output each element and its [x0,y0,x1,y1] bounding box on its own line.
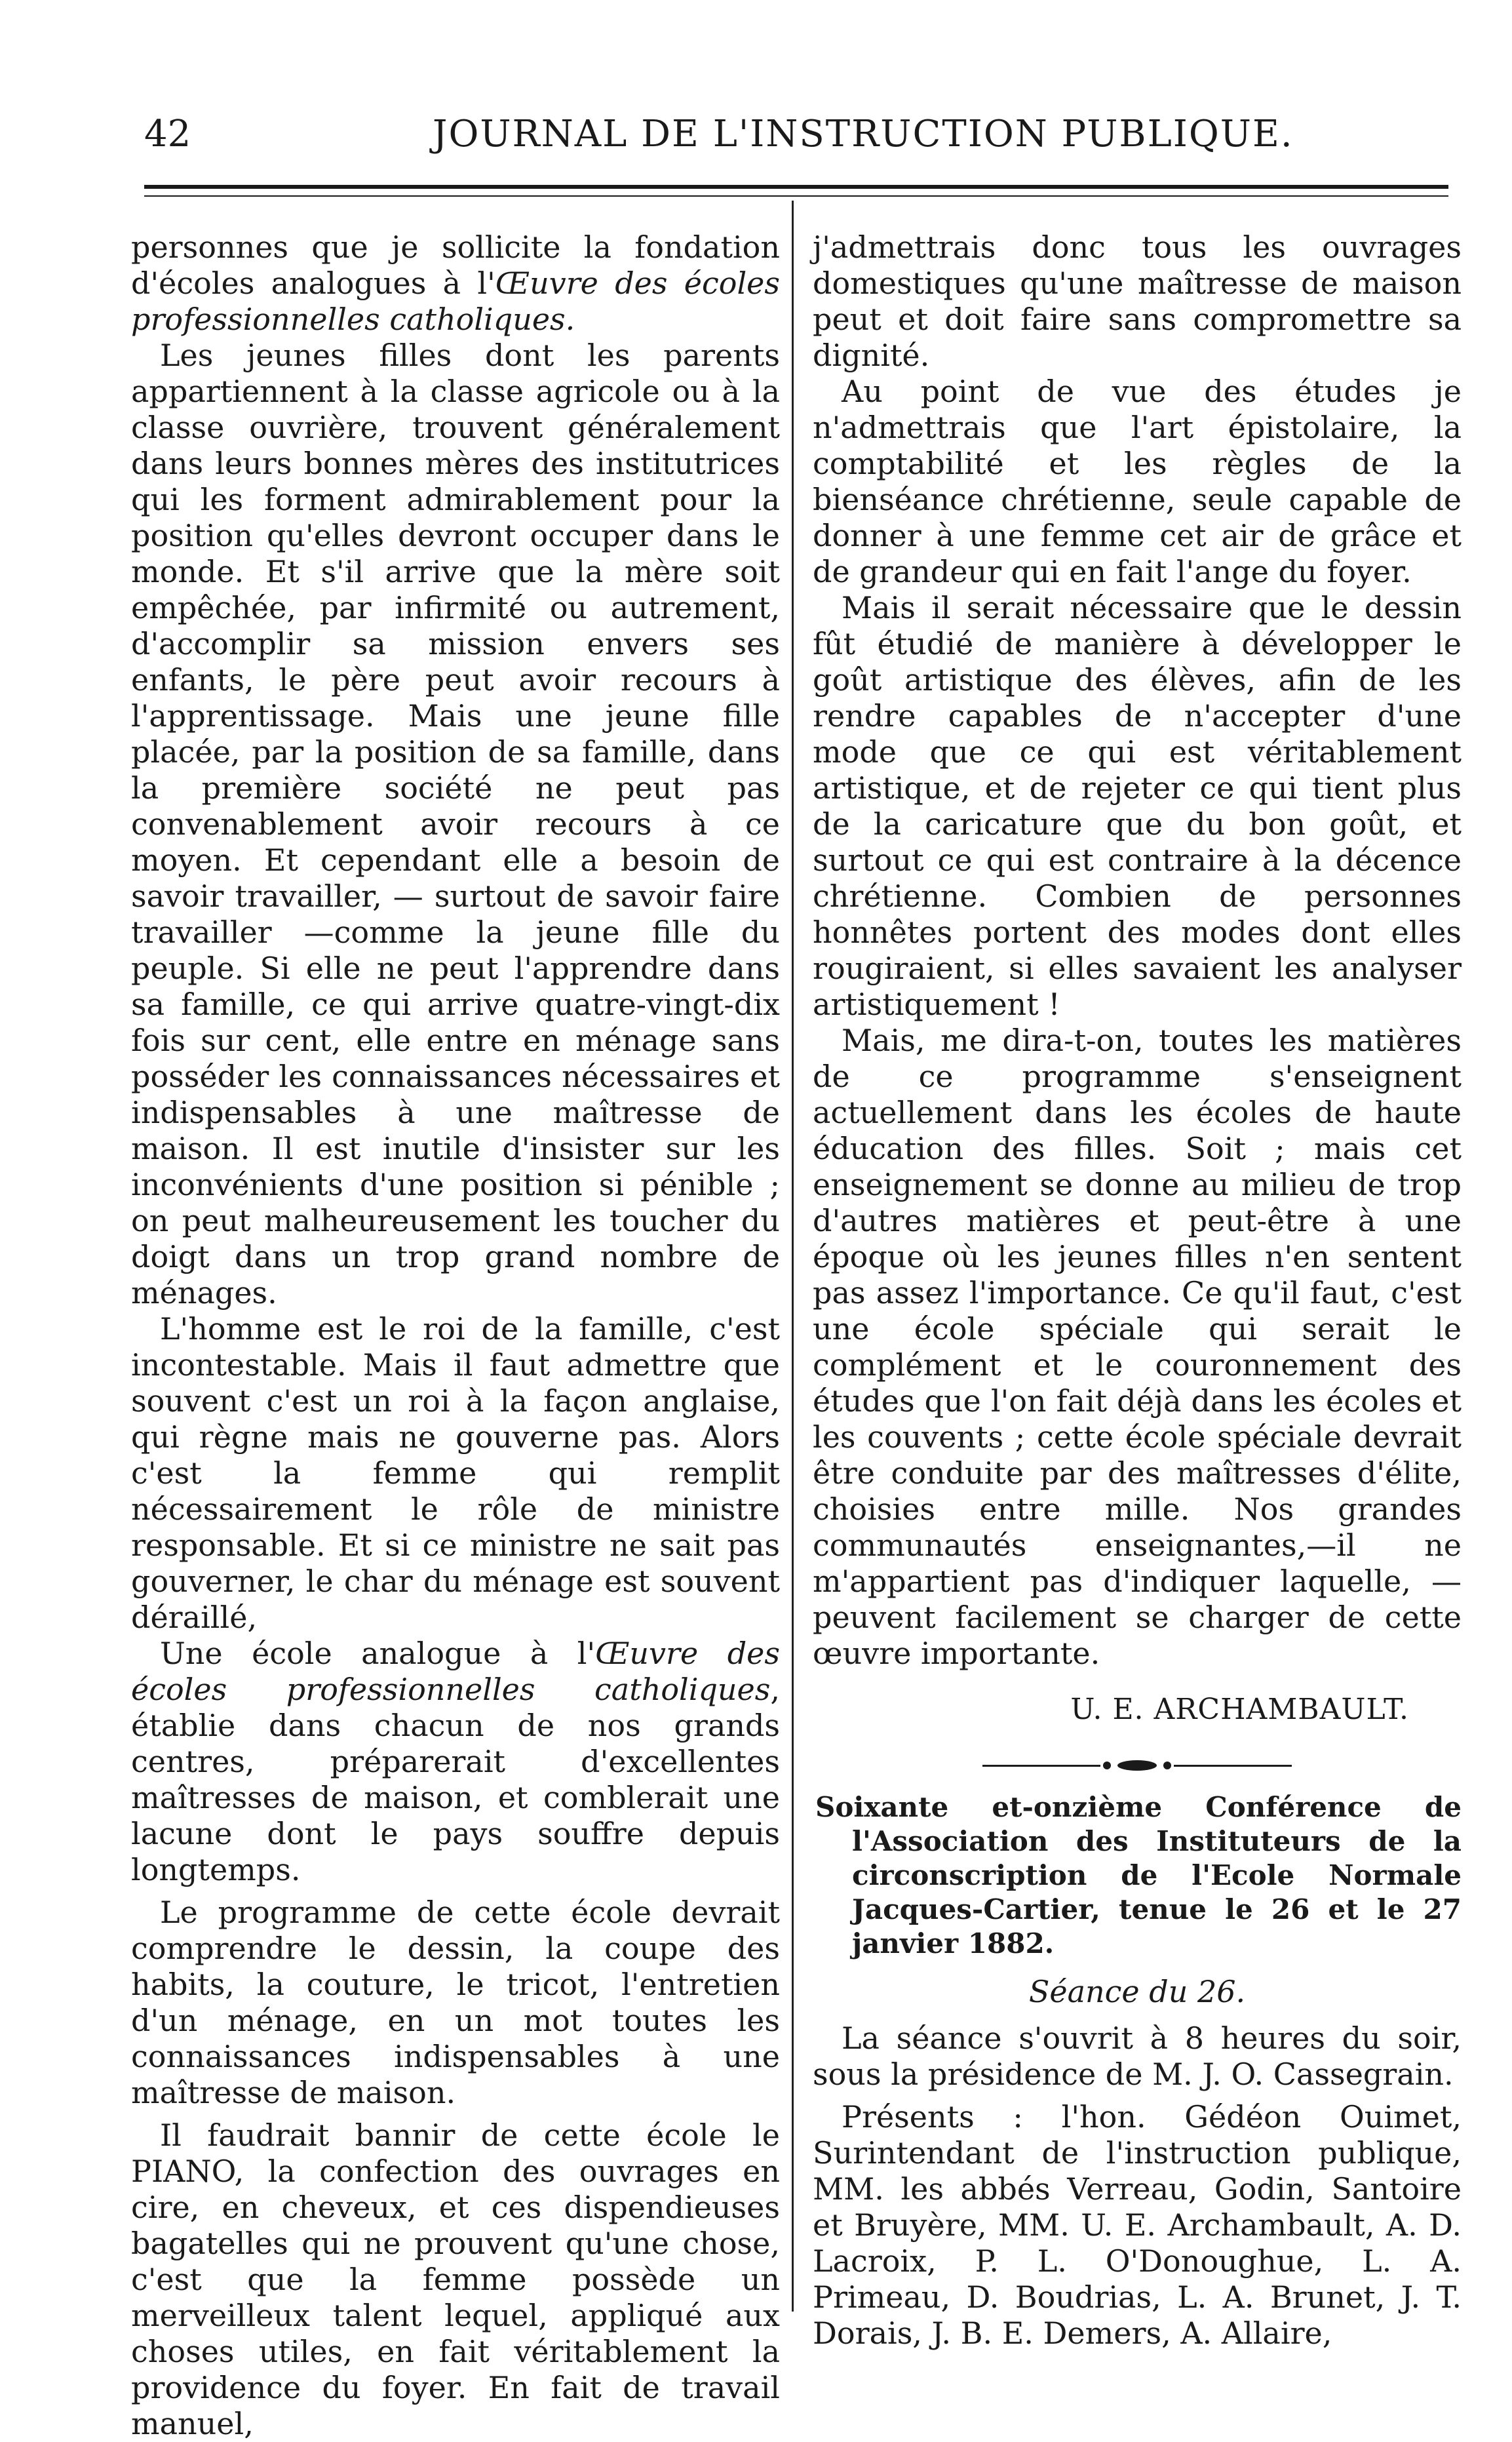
right-paragraph-2: Au point de vue des études je n'admettrais que l'art épistolaire, la comptabilité et les règles de la bienséance chrétienne, seule capable de donner à une femme cet air de grâce et de grandeur qui en fait l'ange du foyer. [813,374,1462,589]
left-p4-italic: Œuvre des écoles professionnelles catholiques [131,1636,780,1707]
left-paragraph-5: Le programme de cette école devrait comprendre le dessin, la coupe des habits, la couture, le tricot, l'entretien d'un ménage, en un mot toutes les connaissances indispensables à une maîtresse de maison. [131,1895,780,2110]
spacer [131,2111,780,2117]
ornament-dot [1163,1762,1171,1769]
header-rule-thin [144,195,1448,197]
ornament-center [1117,1760,1157,1771]
left-p4-text: Une école analogue à l' [160,1636,596,1671]
ornament-line-left [982,1765,1100,1767]
right-column [813,229,1462,2352]
left-column [131,229,780,2442]
spacer [813,2093,1462,2099]
spacer [131,1888,780,1895]
section-ornament [813,1760,1462,1771]
right-paragraph-5: La séance s'ouvrit à 8 heures du soir, sous la présidence de M. J. O. Cassegrain. [813,2020,1462,2092]
left-p4-rest: , établie dans chacun de nos grands centres, préparerait d'excellentes maîtresses de maison, et comblerait une lacune dont le pays souffre depuis longtemps. [131,1672,780,1887]
session-title: Séance du 26. [1028,1974,1246,2009]
left-p1-text: personnes que je sollicite la fondation d'écoles analogues à l' [131,229,780,301]
left-p1-italic: Œuvre des écoles professionnelles catholiques. [131,266,780,337]
conference-heading: Soixante et-onzième Conférence de l'Association des Instituteurs de la circonscription de l'Ecole Normale Jacques-Cartier, tenue le 26 et le 27 janvier 1882. [815,1791,1462,1960]
page-number: 42 [144,113,191,155]
left-paragraph-3: L'homme est le roi de la famille, c'est incontestable. Mais il faut admettre que souvent c'est un roi à la façon anglaise, qui règne mais ne gouverne pas. Alors c'est la femme qui remplit nécessairement le rôle de ministre responsable. Et si ce ministre ne sait pas gouverner, le char du ménage est souvent déraillé, [131,1311,780,1635]
right-paragraph-1: j'admettrais donc tous les ouvrages domestiques qu'une maîtresse de maison peut et doit faire sans compromettre sa dignité. [813,229,1462,373]
ornament-line-right [1174,1765,1292,1767]
left-paragraph-1 [131,229,780,338]
ornament-dot [1103,1762,1111,1769]
left-paragraph-6: Il faudrait bannir de cette école le PIANO, la confection des ouvrages en cire, en cheveux, et ces dispendieuses bagatelles qui ne prouvent qu'une chose, c'est que la femme possède un merveilleux talent lequel, appliqué aux choses utiles, en fait véritablement la providence du foyer. En fait de travail manuel, [131,2117,780,2441]
journal-title: JOURNAL DE L'INSTRUCTION PUBLIQUE. [433,113,1294,155]
right-paragraph-6: Présents : l'hon. Gédéon Ouimet, Surintendant de l'instruction publique, MM. les abbés Verreau, Godin, Santoire et Bruyère, MM. U. E. Archambault, A. D. Lacroix, P. L. O'Donoughue, L. A. Primeau, D. Boudrias, L. A. Brunet, J. T. Dorais, J. B. E. Demers, A. Allaire, [813,2099,1462,2351]
right-paragraph-3: Mais il serait nécessaire que le dessin fût étudié de manière à développer le goût artistique des élèves, afin de les rendre capables de n'accepter d'une mode que ce qui est véritablement artistique, et de rejeter ce qui tient plus de la caricature que du bon goût, et surtout ce qui est contraire à la décence chrétienne. Combien de personnes honnêtes portent des modes dont elles rougiraient, si elles savaient les analyser artistiquement ! [813,590,1462,1022]
left-paragraph-4 [131,1636,780,1888]
left-paragraph-2: Les jeunes filles dont les parents appartiennent à la classe agricole ou à la classe ouvrière, trouvent généralement dans leurs bonnes mères des institutrices qui les forment admirablement pour la position qu'elles devront occuper dans le monde. Et s'il arrive que la mère soit empêchée, par infirmité ou autrement, d'accomplir sa mission envers ses enfants, le père peut avoir recours à l'apprentissage. Mais une jeune fille placée, par la position de sa famille, dans la première société ne peut pas convenablement avoir recours à ce moyen. Et cependant elle a besoin de savoir travailler, — surtout de savoir faire travailler —comme la jeune fille du peuple. Si elle ne peut l'apprendre dans sa famille, ce qui arrive quatre-vingt-dix fois sur cent, elle entre en ménage sans posséder les connaissances nécessaires et indispensables à une maîtresse de maison. Il est inutile d'insister sur les inconvénients d'une position si pénible ; on peut malheureusement les toucher du doigt dans un trop grand nombre de ménages. [131,338,780,1310]
page-header [144,105,1448,170]
right-paragraph-4: Mais, me dira-t-on, toutes les matières de ce programme s'enseignent actuellement dans les écoles de haute éducation des filles. Soit ; mais cet enseignement se donne au milieu de trop d'autres matières et peut-être à une époque où les jeunes filles n'en sentent pas assez l'importance. Ce qu'il faut, c'est une école spéciale qui serait le complément et le couronnement des études que l'on fait déjà dans les écoles et les couvents ; cette école spéciale devrait être conduite par des maîtresses d'élite, choisies entre mille. Nos grandes communautés enseignantes,—il ne m'appartient pas d'indiquer laquelle, — peuvent facilement se charger de cette œuvre importante. [813,1023,1462,1671]
header-rule-thick [144,185,1448,189]
column-divider [792,201,794,2312]
author-signature: U. E. ARCHAMBAULT. [1070,1693,1409,1726]
